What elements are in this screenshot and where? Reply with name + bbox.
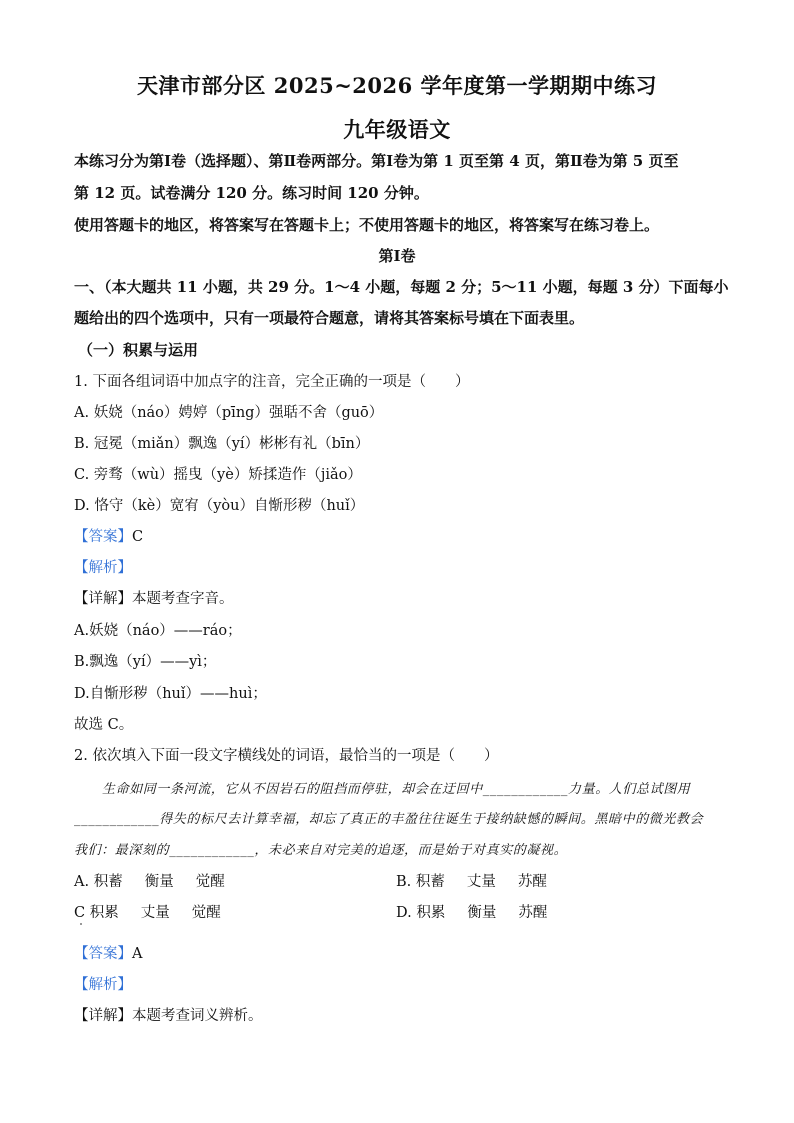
question-2-stem: 2. 依次填入下面一段文字横线处的词语，最恰当的一项是（ ）: [74, 748, 499, 764]
question-1-conclusion: 故选 C。: [74, 717, 134, 733]
answer-tag: 【答案】: [74, 529, 132, 545]
part-heading: 第Ⅰ卷: [378, 247, 416, 265]
question-1-stem: 1. 下面各组词语中加点字的注音，完全正确的一项是（ ）: [74, 374, 470, 390]
option-a-word-1: A. 积蓄: [74, 874, 123, 890]
analysis-tag: 【解析】: [74, 977, 132, 993]
question-2-answer: [74, 942, 142, 963]
detail-text: 本题考查字音。: [132, 591, 234, 607]
stray-dot: [80, 923, 82, 925]
intro-line-3: 使用答题卡的地区，将答案写在答题卡上；不使用答题卡的地区，将答案写在练习卷上。: [74, 216, 660, 234]
question-2-passage-line-1: 生命如同一条河流，它从不因岩石的阻挡而停驻，却会在迂回中____________力量。人们总试图用: [102, 782, 691, 797]
question-2-passage-line-2: ____________得失的标尺去计算幸福，却忘了真正的丰盈往往诞生于接纳缺憾的瞬间。黑暗中的微光教会: [74, 812, 704, 827]
question-1-note-a: A.妖娆（náo）——ráo；: [74, 623, 242, 639]
section-heading: （一）积累与运用: [78, 341, 199, 359]
question-2-option-d: [396, 901, 547, 922]
intro-line-2: 第 12 页。试卷满分 120 分。练习时间 120 分钟。: [74, 184, 429, 202]
question-1-detail: [74, 587, 234, 608]
answer-tag: 【答案】: [74, 946, 132, 962]
option-a-word-2: 衡量: [144, 874, 174, 890]
option-b-word-1: B. 积蓄: [396, 874, 445, 890]
question-2-option-c: [74, 901, 221, 922]
option-a-word-3: 觉醒: [195, 874, 225, 890]
option-b-word-2: 丈量: [466, 874, 496, 890]
intro-line-1: 本练习分为第Ⅰ卷（选择题）、第Ⅱ卷两部分。第Ⅰ卷为第 1 页至第 4 页，第Ⅱ卷为第 5 页至: [74, 152, 679, 170]
question-2-option-a: [74, 870, 225, 891]
question-1-option-a: A. 妖娆（náo）娉婷（pīng）强聒不舍（guō）: [74, 405, 384, 421]
option-c-word-3: 觉醒: [191, 905, 221, 921]
question-1-analysis: [74, 556, 132, 577]
detail-tag: 【详解】: [74, 1008, 132, 1024]
question-2-passage-line-3: 我们：最深刻的____________，未必来自对完美的追逐，而是始于对真实的凝视。: [74, 843, 568, 858]
option-d-word-3: 苏醒: [518, 905, 548, 921]
analysis-tag: 【解析】: [74, 560, 132, 576]
question-1-note-d: D.自惭形秽（huǐ）——huì；: [74, 686, 267, 702]
option-c-word-1: C 积累: [74, 905, 119, 921]
answer-value: A: [132, 946, 143, 962]
answer-value: C: [132, 529, 144, 545]
option-c-word-2: 丈量: [140, 905, 170, 921]
question-1-answer: [74, 525, 143, 546]
detail-tag: 【详解】: [74, 591, 132, 607]
option-d-word-2: 衡量: [467, 905, 497, 921]
instruction-line-2: 题给出的四个选项中，只有一项最符合题意，请将其答案标号填在下面表里。: [74, 309, 585, 327]
option-b-word-3: 苏醒: [517, 874, 547, 890]
exam-title: 天津市部分区 2025~2026 学年度第一学期期中练习: [136, 73, 658, 98]
question-2-analysis: [74, 973, 132, 994]
question-1-option-d: D. 恪守（kè）宽宥（yòu）自惭形秽（huǐ）: [74, 498, 365, 514]
question-1-option-c: C. 旁骛（wù）摇曳（yè）矫揉造作（jiǎo）: [74, 467, 362, 483]
instruction-line-1: 一、（本大题共 11 小题，共 29 分。1～4 小题，每题 2 分；5～11 小题，每题 3 分）下面每小: [74, 278, 729, 296]
question-1-note-b: B.飘逸（yí）——yì；: [74, 654, 217, 670]
question-2-option-b: [396, 870, 547, 891]
question-1-option-b: B. 冠冕（miǎn）飘逸（yí）彬彬有礼（bīn）: [74, 436, 370, 452]
question-2-detail: [74, 1004, 263, 1025]
detail-text: 本题考查词义辨析。: [132, 1008, 263, 1024]
exam-subtitle: 九年级语文: [343, 117, 451, 142]
option-d-word-1: D. 积累: [396, 905, 446, 921]
